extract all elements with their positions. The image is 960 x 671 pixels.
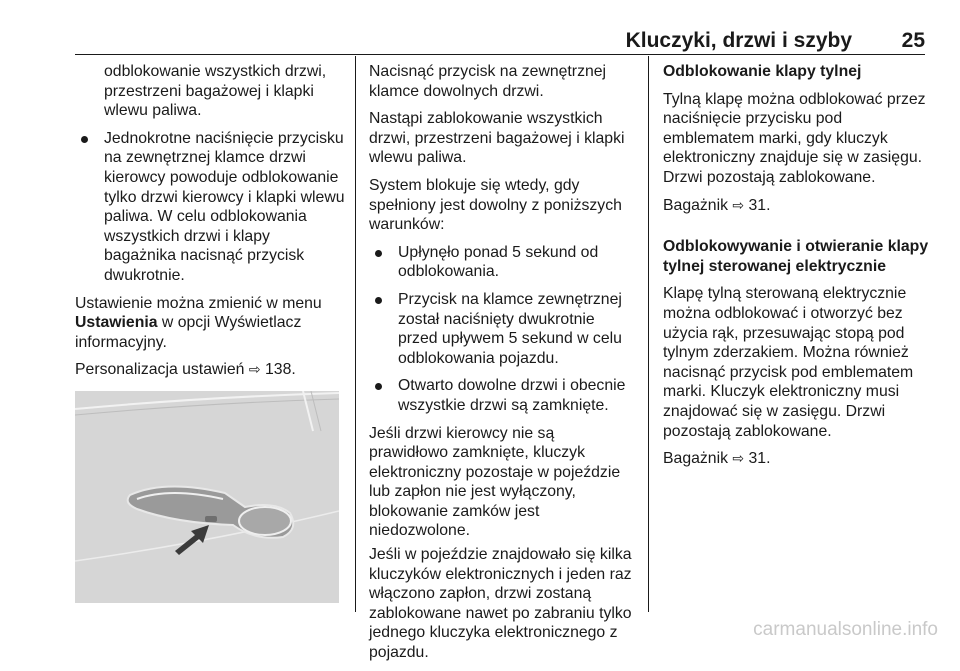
reference-paragraph xyxy=(663,196,931,216)
page-number: 25 xyxy=(901,29,925,52)
section-heading-power-tailgate: Odblokowywanie i otwieranie klapy tylnej sterowanej elektrycznie xyxy=(663,238,929,275)
reference-page[interactable]: 31. xyxy=(748,450,771,468)
section-heading-tailgate: Odblokowanie klapy tylnej xyxy=(663,63,862,80)
paragraph: Tylną klapę można odblokować przez naciśnięcie przycisku pod emblematem marki, gdy kluczyk elektroniczny znajduje się w zasięgu. Drzwi pozostają zablokowane. xyxy=(663,90,926,186)
bullet-icon xyxy=(81,136,88,143)
header-rule xyxy=(75,54,925,55)
reference-paragraph xyxy=(663,449,931,469)
continued-text: odblokowanie wszystkich drzwi, przestrzeni bagażowej i klapki wlewu paliwa. xyxy=(104,63,327,120)
bullet-icon xyxy=(375,383,382,390)
bullet-icon xyxy=(375,250,382,257)
reference-arrow-icon: ⇨ xyxy=(732,196,745,213)
bullet-text: Jednokrotne naciśnięcie przycisku na zewnętrznej klamce drzwi kierowcy powoduje odblokowanie tylko drzwi kierowcy i klapki wlewu paliwa. W celu odblokowania wszystkich drzwi i klapy bagażnika nacisnąć przycisk dwukrotnie. xyxy=(104,129,345,284)
list-item xyxy=(369,376,635,415)
list-item xyxy=(75,129,345,286)
personalization-page-ref[interactable]: 138. xyxy=(265,361,296,379)
paragraph: Nastąpi zablokowanie wszystkich drzwi, przestrzeni bagażowej i klapki wlewu paliwa. xyxy=(369,110,625,167)
column-divider-1 xyxy=(355,56,356,612)
reference-arrow-icon: ⇨ xyxy=(732,450,745,467)
personalization-text: Personalizacja ustawień xyxy=(75,361,245,379)
door-handle-drawing xyxy=(75,391,339,603)
watermark: carmanualsonline.info xyxy=(753,619,938,640)
column-divider-2 xyxy=(648,56,649,612)
reference-page[interactable]: 31. xyxy=(748,196,771,214)
settings-menu-name: Ustawienia xyxy=(75,314,158,332)
bullet-text: Upłynęło ponad 5 sekund od odblokowania. xyxy=(398,243,599,281)
paragraph: Jeśli w pojeździe znajdowało się kilka kluczyków elektronicznych i jeden raz włączono zapłon, drzwi zostaną zablokowane nawet po zabraniu tylko jednego kluczyka elektronicznego z pojazdu. xyxy=(369,546,632,662)
reference-arrow-icon: ⇨ xyxy=(248,361,261,378)
paragraph: Nacisnąć przycisk na zewnętrznej klamce dowolnych drzwi. xyxy=(369,63,607,100)
column-2 xyxy=(369,62,635,671)
column-3 xyxy=(663,62,931,477)
column-1 xyxy=(75,62,345,430)
list-item xyxy=(369,290,635,368)
settings-paragraph xyxy=(75,294,345,353)
settings-text-post: w opcji Wyświetlacz informacyjny. xyxy=(75,314,302,351)
page-title: Kluczyki, drzwi i szyby xyxy=(625,29,852,52)
bullet-text: Przycisk na klamce zewnętrznej został naciśnięty dwukrotnie przed upływem 5 sekund w celu odblokowania pojazdu. xyxy=(398,290,622,367)
door-handle-illustration xyxy=(75,391,339,603)
bullet-icon xyxy=(375,297,382,304)
reference-text: Bagażnik xyxy=(663,196,728,214)
paragraph: System blokuje się wtedy, gdy spełniony jest dowolny z poniższych warunków: xyxy=(369,176,622,234)
personalization-paragraph xyxy=(75,360,345,380)
paragraph: Jeśli drzwi kierowcy nie są prawidłowo zamknięte, kluczyk elektroniczny pozostaje w pojeździe lub zapłon nie jest wyłączony, blokowanie zamków jest niedozwolone. xyxy=(369,424,621,540)
page-header xyxy=(0,26,960,54)
bullet-text: Otwarto dowolne drzwi i obecnie wszystkie drzwi są zamknięte. xyxy=(398,377,626,414)
reference-text: Bagażnik xyxy=(663,450,728,468)
paragraph: Klapę tylną sterowaną elektrycznie można odblokować i otworzyć bez użycia rąk, przesuwając stopą pod tylnym zderzakiem. Można również nacisnąć przycisk pod emblematem marki. Kluczyk elektroniczny musi znajdować się w zasięgu. Drzwi pozostają zablokowane. xyxy=(663,285,914,440)
settings-text-pre: Ustawienie można zmienić w menu xyxy=(75,294,322,312)
list-item xyxy=(369,243,635,282)
